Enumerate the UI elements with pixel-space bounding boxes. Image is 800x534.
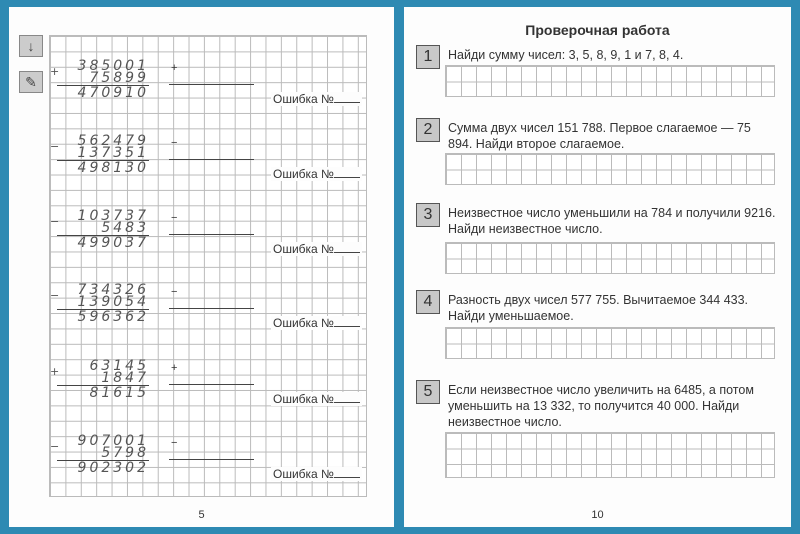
answer-line[interactable] [169, 159, 254, 160]
operand-a: 63145 [89, 358, 149, 374]
task-number: 1 [416, 45, 440, 69]
operator: − [50, 215, 60, 228]
task-text: Разность двух чисел 577 755. Вычитаемое 344 433. Найди уменьшаемое. [448, 293, 749, 323]
answer-grid[interactable] [445, 153, 775, 185]
operand-a: 907001 [77, 433, 149, 449]
answer-grid[interactable] [445, 242, 775, 274]
arrow-down-icon[interactable]: ↓ [19, 35, 43, 57]
operator: + [50, 65, 60, 78]
worked-example [50, 282, 149, 325]
operand-a: 562479 [77, 133, 149, 149]
answer-operator: − [171, 212, 178, 224]
answer-operator: + [171, 62, 178, 74]
result: 499037 [77, 235, 149, 251]
answer-operator: − [171, 437, 178, 449]
operand-a: 103737 [77, 208, 149, 224]
operator: − [50, 140, 60, 153]
result: 498130 [77, 160, 149, 176]
error-field[interactable]: Ошибка № [271, 242, 362, 256]
answer-grid[interactable] [445, 65, 775, 97]
answer-line[interactable] [169, 384, 254, 385]
worked-example [50, 433, 149, 476]
answer-grid[interactable] [445, 327, 775, 359]
task-text: Найди сумму чисел: 3, 5, 8, 9, 1 и 7, 8, 4. [448, 48, 684, 62]
answer-line[interactable] [169, 308, 254, 309]
task-text: Если неизвестное число увеличить на 6485, а потом уменьшить на 13 332, то получится 40 000. Найди неизвестное число. [448, 383, 754, 429]
page-title: Проверочная работа [525, 22, 670, 38]
page-number: 5 [198, 509, 205, 521]
answer-line[interactable] [169, 234, 254, 235]
error-field[interactable]: Ошибка № [271, 167, 362, 181]
answer-line[interactable] [169, 459, 254, 460]
answer-grid[interactable] [445, 432, 775, 478]
result: 81615 [89, 385, 149, 401]
left-page [9, 7, 394, 527]
worked-example [50, 208, 149, 251]
operand-a: 385001 [77, 58, 149, 74]
answer-operator: − [171, 286, 178, 298]
operand-a: 734326 [77, 282, 149, 298]
worked-example [50, 358, 149, 401]
worked-example [50, 133, 149, 176]
pen-icon[interactable]: ✎ [19, 71, 43, 93]
result: 902302 [77, 460, 149, 476]
task-number: 2 [416, 118, 440, 142]
error-field[interactable]: Ошибка № [271, 392, 362, 406]
operand-b: 5798 [101, 445, 149, 461]
result: 596362 [77, 309, 149, 325]
operand-b: 75899 [89, 70, 149, 86]
task-text: Сумма двух чисел 151 788. Первое слагаемое — 75 894. Найди второе слагаемое. [448, 121, 751, 151]
operand-b: 139054 [77, 294, 149, 310]
answer-line[interactable] [169, 84, 254, 85]
error-field[interactable]: Ошибка № [271, 316, 362, 330]
answer-operator: − [171, 137, 178, 149]
operator: − [50, 289, 60, 302]
task-number: 5 [416, 380, 440, 404]
answer-operator: + [171, 362, 178, 374]
task-number: 4 [416, 290, 440, 314]
operator: − [50, 440, 60, 453]
operand-b: 5483 [101, 220, 149, 236]
worked-example [50, 58, 149, 101]
operator: + [50, 365, 60, 378]
error-field[interactable]: Ошибка № [271, 467, 362, 481]
result: 470910 [77, 85, 149, 101]
right-page [404, 7, 791, 527]
error-field[interactable]: Ошибка № [271, 92, 362, 106]
operand-b: 137351 [77, 145, 149, 161]
task-text: Неизвестное число уменьшили на 784 и получили 9216. Найди неизвестное число. [448, 206, 776, 236]
operand-b: 1847 [101, 370, 149, 386]
page-number: 10 [591, 509, 604, 521]
task-number: 3 [416, 203, 440, 227]
